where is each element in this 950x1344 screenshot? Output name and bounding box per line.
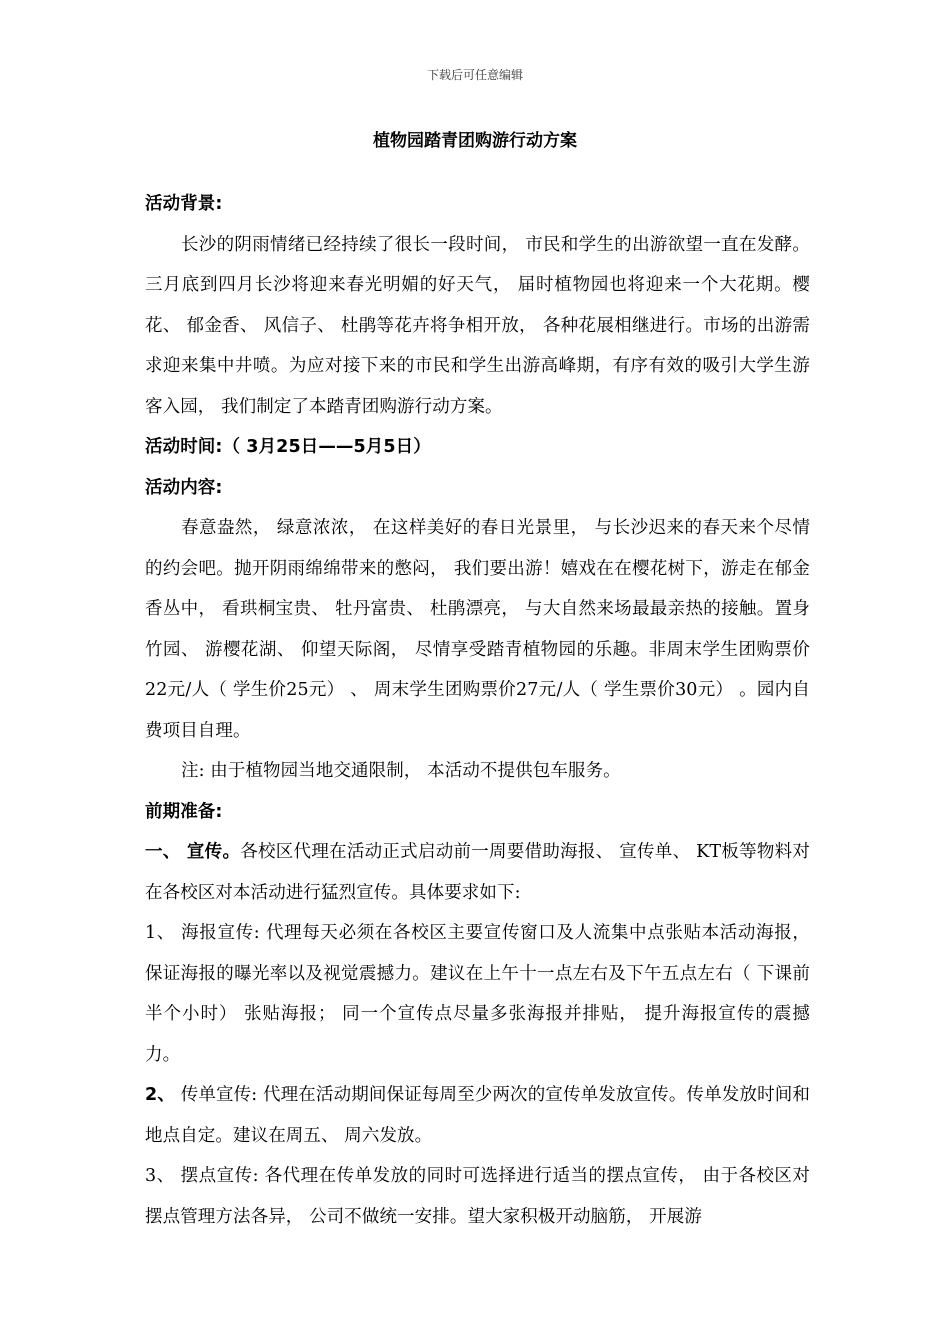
background-paragraph: 长沙的阴雨情绪已经持续了很长一段时间， 市民和学生的出游欲望一直在发酵。三月底到四月长沙将迎来春光明媚的好天气， 届时植物园也将迎来一个大花期。樱花、 郁金香、 风信子、 杜鹃等花卉将争相开放， 各种花展相继进行。市场的出游需求迎来集中井喷。为应对接下来的市民和学生出游高峰期，有序有效的吸引大学生游客入园， 我们制定了本踏青团购游行动方案。 — [145, 234, 810, 417]
content-note: 注: 由于植物园当地交通限制， 本活动不提供包车服务。 — [181, 761, 621, 781]
section-heading-time: 活动时间:（ 3月25日——5月5日） — [145, 437, 431, 457]
document-body — [145, 184, 810, 1237]
preparation-item-1 — [145, 832, 810, 913]
preparation-sub-item-2-prefix: 2、 — [145, 1085, 175, 1105]
preparation-sub-item-1: 1、 海报宣传: 代理每天必须在各校区主要宣传窗口及人流集中点张贴本活动海报， 保证海报的曝光率以及视觉震撼力。建议在上午十一点左右及下午五点左右（ 下课前半个小时） 张贴海报； 同一个宣传点尽量多张海报并排贴， 提升海报宣传的震撼力。 — [145, 923, 810, 1065]
section-heading-preparation: 前期准备: — [145, 801, 223, 822]
preparation-item-1-prefix: 一、 宣传。 — [145, 842, 241, 862]
section-heading-background: 活动背景: — [145, 194, 223, 214]
preparation-sub-item-3: 3、 摆点宣传: 各代理在传单发放的同时可选择进行适当的摆点宣传， 由于各校区对摆点管理方法各异， 公司不做统一安排。望大家积极开动脑筋， 开展游 — [145, 1166, 810, 1227]
content-paragraph: 春意盎然， 绿意浓浓， 在这样美好的春日光景里， 与长沙迟来的春天来个尽情的约会吧。抛开阴雨绵绵带来的憋闷， 我们要出游！嬉戏在在樱花树下，游走在郁金香丛中， 看珙桐宝贵、 牡丹富贵、 杜鹃漂亮， 与大自然来场最最亲热的接触。置身竹园、 游樱花湖、 仰望天际阁， 尽情享受踏青植物园的乐趣。非周末学生团购票价22元/人（ 学生价25元） 、 周末学生团购票价27元/人（ 学生票价30元） 。园内自费项目自理。 — [145, 518, 810, 741]
section-heading-content: 活动内容: — [145, 477, 223, 498]
header-note: 下载后可任意编辑 — [426, 68, 523, 82]
page-title: 植物园踏青团购游行动方案 — [373, 131, 577, 151]
preparation-sub-item-2-text: 传单宣传: 代理在活动期间保证每周至少两次的宣传单发放宣传。传单发放时间和地点自定。建议在周五、 周六发放。 — [145, 1085, 810, 1146]
preparation-item-1-text: 各校区代理在活动正式启动前一周要借助海报、 宣传单、 KT板等物料对在各校区对本活动进行猛烈宣传。具体要求如下: — [145, 842, 810, 903]
preparation-sub-item-2 — [145, 1075, 810, 1156]
